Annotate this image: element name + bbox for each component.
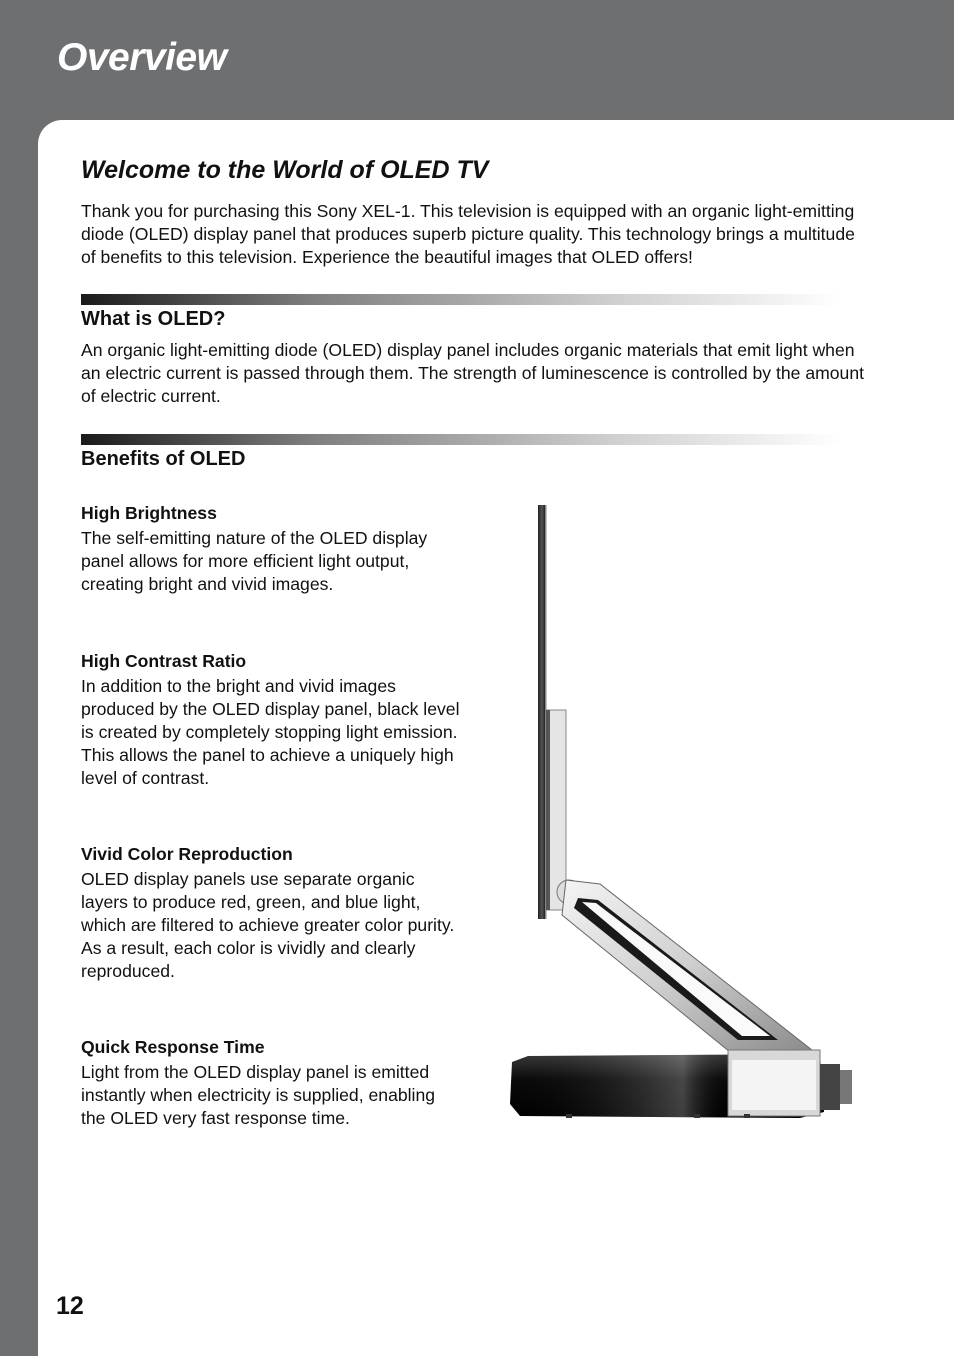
oled-tv-side-view-illustration <box>496 500 860 1132</box>
section-divider <box>81 294 841 305</box>
benefit-title: Vivid Color Reproduction <box>81 844 293 864</box>
benefit-body: The self-emitting nature of the OLED display panel allows for more efficient light output, creating bright and vivid images. <box>81 528 428 594</box>
benefit-high-contrast <box>81 650 461 790</box>
header-title: Overview <box>57 36 227 79</box>
benefit-body: OLED display panels use separate organic layers to produce red, green, and blue light, which are filtered to achieve greater color purity. As a result, each color is vividly and clearly reproduced. <box>81 869 455 981</box>
welcome-heading: Welcome to the World of OLED TV <box>81 156 489 184</box>
benefit-title: High Contrast Ratio <box>81 651 247 671</box>
benefit-title: High Brightness <box>81 503 217 523</box>
page-number: 12 <box>56 1292 84 1320</box>
benefit-title: Quick Response Time <box>81 1037 265 1057</box>
benefit-quick-response <box>81 1036 461 1130</box>
benefit-body: Light from the OLED display panel is emitted instantly when electricity is supplied, enabling the OLED very fast response time. <box>81 1062 436 1128</box>
benefit-vivid-color <box>81 843 461 983</box>
section-divider <box>81 434 841 445</box>
welcome-paragraph: Thank you for purchasing this Sony XEL-1. This television is equipped with an organic light-emitting diode (OLED) display panel that produces superb picture quality. This technology brings a multitude of benefits to this television. Experience the beautiful images that OLED offers! <box>81 201 855 267</box>
what-is-oled-paragraph: An organic light-emitting diode (OLED) display panel includes organic materials that emit light when an electric current is passed through them. The strength of luminescence is controlled by the amount of electric current. <box>81 340 865 406</box>
what-is-oled-heading: What is OLED? <box>81 308 226 330</box>
benefit-body: In addition to the bright and vivid images produced by the OLED display panel, black level is created by completely stopping light emission. This allows the panel to achieve a uniquely high level of contrast. <box>81 676 460 788</box>
benefits-heading: Benefits of OLED <box>81 448 246 470</box>
benefit-high-brightness <box>81 502 461 596</box>
